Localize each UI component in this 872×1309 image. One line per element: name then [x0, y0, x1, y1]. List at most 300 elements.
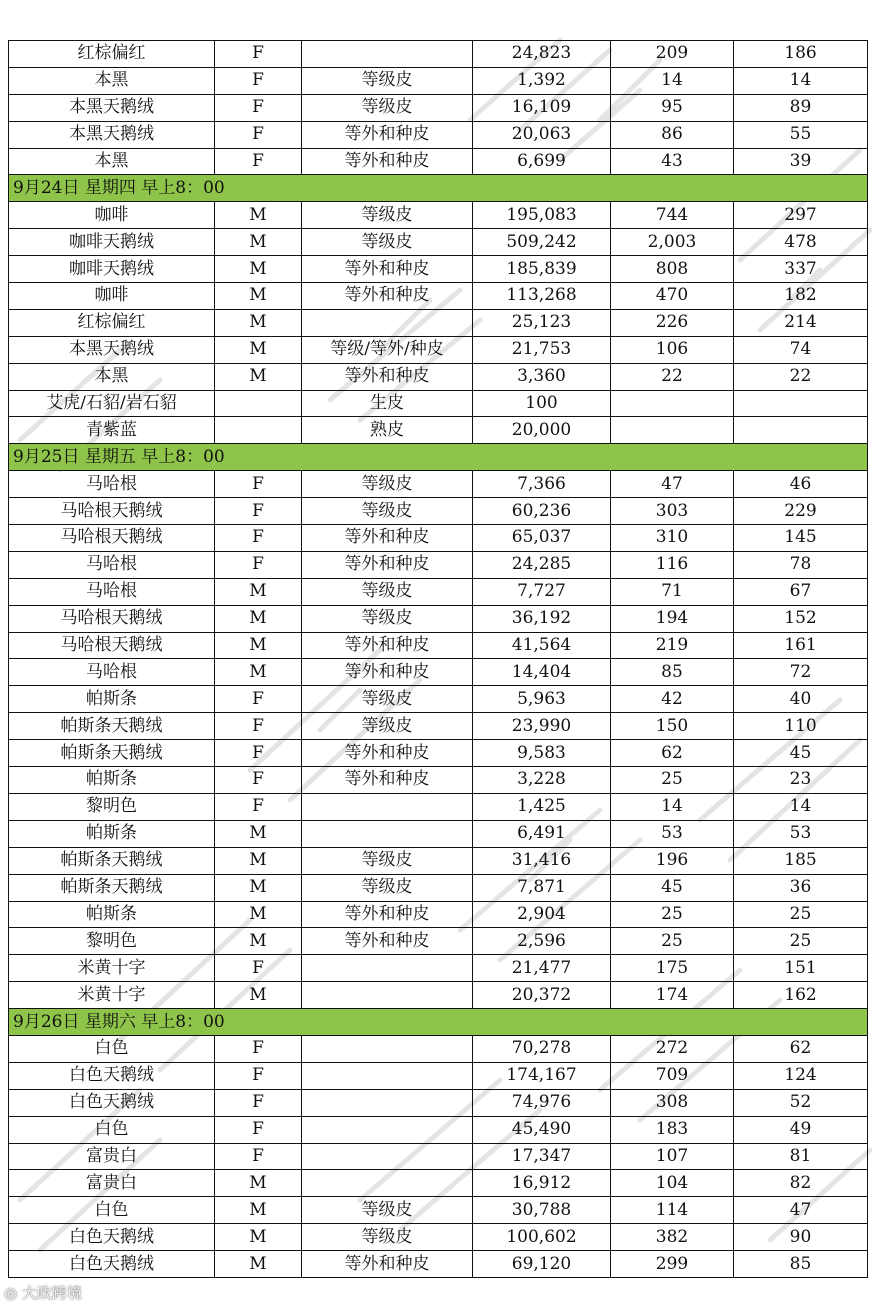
date-header: 9月26日 星期六 早上8：00 [9, 1009, 868, 1036]
offered-cell: 6,699 [473, 148, 611, 175]
table-row [9, 121, 868, 148]
table-row [9, 955, 868, 982]
offered-cell: 20,063 [473, 121, 611, 148]
offered-cell: 65,037 [473, 525, 611, 552]
lots-cell: 14 [734, 67, 868, 94]
color-cell: 帕斯条 [9, 820, 215, 847]
table-row [9, 713, 868, 740]
sex-cell: F [215, 1035, 302, 1062]
color-cell: 马哈根 [9, 471, 215, 498]
color-cell: 白色天鹅绒 [9, 1251, 215, 1278]
offered-cell: 21,477 [473, 955, 611, 982]
sex-cell: M [215, 336, 302, 363]
grade-cell: 等级皮 [302, 498, 473, 525]
bundles-cell: 196 [611, 847, 734, 874]
color-cell: 白色天鹅绒 [9, 1224, 215, 1251]
offered-cell: 24,285 [473, 551, 611, 578]
lots-cell: 337 [734, 256, 868, 283]
offered-cell: 2,904 [473, 901, 611, 928]
color-cell: 帕斯条天鹅绒 [9, 740, 215, 767]
bundles-cell: 45 [611, 874, 734, 901]
table-row [9, 256, 868, 283]
grade-cell: 等外和种皮 [302, 767, 473, 794]
lots-cell: 151 [734, 955, 868, 982]
offered-cell: 100 [473, 390, 611, 417]
color-cell: 富贵白 [9, 1143, 215, 1170]
lots-cell [734, 417, 868, 444]
color-cell: 红棕偏红 [9, 41, 215, 68]
table-row [9, 1170, 868, 1197]
grade-cell [302, 1170, 473, 1197]
bundles-cell: 308 [611, 1089, 734, 1116]
lots-cell: 145 [734, 525, 868, 552]
lots-cell: 89 [734, 94, 868, 121]
color-cell: 本黑 [9, 67, 215, 94]
color-cell: 白色天鹅绒 [9, 1062, 215, 1089]
grade-cell: 等级皮 [302, 713, 473, 740]
table-row [9, 1062, 868, 1089]
grade-cell: 等外和种皮 [302, 659, 473, 686]
bundles-cell: 2,003 [611, 229, 734, 256]
lots-cell: 25 [734, 901, 868, 928]
lots-cell: 40 [734, 686, 868, 713]
sex-cell: F [215, 740, 302, 767]
grade-cell [302, 982, 473, 1009]
sex-cell: F [215, 686, 302, 713]
table-row [9, 525, 868, 552]
bundles-cell: 107 [611, 1143, 734, 1170]
offered-cell: 36,192 [473, 605, 611, 632]
table-row [9, 1143, 868, 1170]
lots-cell: 72 [734, 659, 868, 686]
grade-cell [302, 955, 473, 982]
sex-cell: M [215, 1251, 302, 1278]
table-row [9, 94, 868, 121]
date-header-row [9, 1009, 868, 1036]
color-cell: 本黑天鹅绒 [9, 121, 215, 148]
color-cell: 帕斯条 [9, 901, 215, 928]
date-header-row [9, 444, 868, 471]
sex-cell: F [215, 793, 302, 820]
color-cell: 米黄十字 [9, 955, 215, 982]
color-cell: 红棕偏红 [9, 309, 215, 336]
offered-cell: 23,990 [473, 713, 611, 740]
grade-cell [302, 41, 473, 68]
lots-cell: 62 [734, 1035, 868, 1062]
sex-cell: M [215, 1224, 302, 1251]
offered-cell: 7,727 [473, 578, 611, 605]
color-cell: 咖啡 [9, 283, 215, 310]
sex-cell: F [215, 1089, 302, 1116]
offered-cell: 9,583 [473, 740, 611, 767]
lots-cell: 185 [734, 847, 868, 874]
grade-cell [302, 1035, 473, 1062]
offered-cell: 69,120 [473, 1251, 611, 1278]
grade-cell: 等外和种皮 [302, 121, 473, 148]
table-row [9, 659, 868, 686]
offered-cell: 5,963 [473, 686, 611, 713]
grade-cell: 等外和种皮 [302, 256, 473, 283]
lots-cell: 162 [734, 982, 868, 1009]
sex-cell: F [215, 121, 302, 148]
color-cell: 白色 [9, 1035, 215, 1062]
sex-cell: F [215, 767, 302, 794]
table-row [9, 982, 868, 1009]
sex-cell: F [215, 471, 302, 498]
sex-cell: M [215, 1170, 302, 1197]
grade-cell: 等外和种皮 [302, 283, 473, 310]
lots-cell: 49 [734, 1116, 868, 1143]
bundles-cell: 299 [611, 1251, 734, 1278]
offered-cell: 20,372 [473, 982, 611, 1009]
table-row [9, 767, 868, 794]
table-row [9, 148, 868, 175]
lots-cell: 74 [734, 336, 868, 363]
date-header: 9月24日 星期四 早上8：00 [9, 175, 868, 202]
sex-cell: M [215, 928, 302, 955]
footer-text: 大政跨境 [21, 1284, 82, 1302]
color-cell: 本黑天鹅绒 [9, 336, 215, 363]
sex-cell: M [215, 309, 302, 336]
date-header: 9月25日 星期五 早上8：00 [9, 444, 868, 471]
color-cell: 帕斯条天鹅绒 [9, 713, 215, 740]
table-row [9, 578, 868, 605]
offered-cell: 195,083 [473, 202, 611, 229]
bundles-cell: 226 [611, 309, 734, 336]
fur-auction-table [8, 40, 867, 1278]
sex-cell: F [215, 148, 302, 175]
lots-cell: 25 [734, 928, 868, 955]
bundles-cell: 47 [611, 471, 734, 498]
table-row [9, 632, 868, 659]
lots-cell: 46 [734, 471, 868, 498]
table-row [9, 686, 868, 713]
table-row [9, 820, 868, 847]
color-cell: 咖啡天鹅绒 [9, 229, 215, 256]
sex-cell: M [215, 1197, 302, 1224]
lots-cell: 39 [734, 148, 868, 175]
offered-cell: 16,912 [473, 1170, 611, 1197]
lots-cell: 90 [734, 1224, 868, 1251]
bundles-cell: 22 [611, 363, 734, 390]
table-row [9, 874, 868, 901]
grade-cell: 等级皮 [302, 202, 473, 229]
offered-cell: 3,228 [473, 767, 611, 794]
table-row [9, 202, 868, 229]
offered-cell: 1,425 [473, 793, 611, 820]
bundles-cell: 709 [611, 1062, 734, 1089]
bundles-cell: 14 [611, 67, 734, 94]
color-cell: 帕斯条 [9, 767, 215, 794]
bundles-cell [611, 417, 734, 444]
table-row [9, 793, 868, 820]
color-cell: 白色 [9, 1197, 215, 1224]
offered-cell: 174,167 [473, 1062, 611, 1089]
lots-cell: 22 [734, 363, 868, 390]
table-row [9, 1089, 868, 1116]
sex-cell: M [215, 874, 302, 901]
sex-cell: F [215, 498, 302, 525]
bundles-cell: 71 [611, 578, 734, 605]
offered-cell: 24,823 [473, 41, 611, 68]
grade-cell [302, 820, 473, 847]
color-cell: 咖啡 [9, 202, 215, 229]
grade-cell: 等外和种皮 [302, 901, 473, 928]
bundles-cell: 194 [611, 605, 734, 632]
lots-cell: 186 [734, 41, 868, 68]
sex-cell: F [215, 1116, 302, 1143]
color-cell: 马哈根 [9, 578, 215, 605]
table-row [9, 1197, 868, 1224]
sex-cell: M [215, 363, 302, 390]
offered-cell: 509,242 [473, 229, 611, 256]
table-row [9, 551, 868, 578]
grade-cell: 等外和种皮 [302, 363, 473, 390]
sex-cell [215, 417, 302, 444]
bundles-cell: 25 [611, 901, 734, 928]
offered-cell: 185,839 [473, 256, 611, 283]
color-cell: 白色 [9, 1116, 215, 1143]
sex-cell: M [215, 283, 302, 310]
bundles-cell: 85 [611, 659, 734, 686]
grade-cell: 等级皮 [302, 605, 473, 632]
grade-cell [302, 1116, 473, 1143]
offered-cell: 41,564 [473, 632, 611, 659]
grade-cell: 等级皮 [302, 847, 473, 874]
table-row [9, 67, 868, 94]
color-cell: 帕斯条天鹅绒 [9, 847, 215, 874]
grade-cell: 熟皮 [302, 417, 473, 444]
bundles-cell: 25 [611, 767, 734, 794]
sex-cell: M [215, 202, 302, 229]
sex-cell: F [215, 1143, 302, 1170]
color-cell: 帕斯条 [9, 686, 215, 713]
color-cell: 马哈根 [9, 659, 215, 686]
sex-cell: F [215, 551, 302, 578]
grade-cell: 等级皮 [302, 578, 473, 605]
grade-cell [302, 793, 473, 820]
bundles-cell: 86 [611, 121, 734, 148]
bundles-cell: 62 [611, 740, 734, 767]
bundles-cell: 183 [611, 1116, 734, 1143]
bundles-cell: 25 [611, 928, 734, 955]
table-row [9, 1035, 868, 1062]
table-row [9, 605, 868, 632]
offered-cell: 74,976 [473, 1089, 611, 1116]
grade-cell: 等外和种皮 [302, 740, 473, 767]
offered-cell: 60,236 [473, 498, 611, 525]
grade-cell: 等级皮 [302, 229, 473, 256]
lots-cell: 229 [734, 498, 868, 525]
grade-cell: 等外和种皮 [302, 928, 473, 955]
bundles-cell: 382 [611, 1224, 734, 1251]
offered-cell: 14,404 [473, 659, 611, 686]
lots-cell: 81 [734, 1143, 868, 1170]
lots-cell: 67 [734, 578, 868, 605]
bundles-cell: 310 [611, 525, 734, 552]
color-cell: 咖啡天鹅绒 [9, 256, 215, 283]
grade-cell [302, 309, 473, 336]
lots-cell: 23 [734, 767, 868, 794]
offered-cell: 1,392 [473, 67, 611, 94]
grade-cell: 等级皮 [302, 94, 473, 121]
sex-cell: F [215, 713, 302, 740]
bundles-cell: 303 [611, 498, 734, 525]
grade-cell [302, 1143, 473, 1170]
grade-cell: 等外和种皮 [302, 148, 473, 175]
color-cell: 白色天鹅绒 [9, 1089, 215, 1116]
bundles-cell: 53 [611, 820, 734, 847]
table-row [9, 336, 868, 363]
grade-cell: 等外和种皮 [302, 1251, 473, 1278]
offered-cell: 7,366 [473, 471, 611, 498]
bundles-cell: 106 [611, 336, 734, 363]
bundles-cell: 42 [611, 686, 734, 713]
sex-cell: M [215, 847, 302, 874]
color-cell: 黎明色 [9, 928, 215, 955]
lots-cell [734, 390, 868, 417]
table-row [9, 417, 868, 444]
lots-cell: 182 [734, 283, 868, 310]
table-row [9, 363, 868, 390]
table-row [9, 229, 868, 256]
color-cell: 富贵白 [9, 1170, 215, 1197]
bundles-cell: 43 [611, 148, 734, 175]
table-row [9, 283, 868, 310]
bundles-cell: 219 [611, 632, 734, 659]
sex-cell: M [215, 982, 302, 1009]
lots-cell: 78 [734, 551, 868, 578]
lots-cell: 297 [734, 202, 868, 229]
date-header-row [9, 175, 868, 202]
lots-cell: 14 [734, 793, 868, 820]
bundles-cell: 272 [611, 1035, 734, 1062]
lots-cell: 214 [734, 309, 868, 336]
lots-cell: 85 [734, 1251, 868, 1278]
offered-cell: 21,753 [473, 336, 611, 363]
sex-cell [215, 390, 302, 417]
grade-cell: 等级/等外/种皮 [302, 336, 473, 363]
offered-cell: 30,788 [473, 1197, 611, 1224]
bundles-cell: 114 [611, 1197, 734, 1224]
grade-cell: 等外和种皮 [302, 632, 473, 659]
table-row [9, 1251, 868, 1278]
offered-cell: 45,490 [473, 1116, 611, 1143]
sex-cell: F [215, 94, 302, 121]
table-row [9, 901, 868, 928]
lots-cell: 478 [734, 229, 868, 256]
grade-cell [302, 1062, 473, 1089]
weibo-icon: ◎ [4, 1284, 18, 1302]
bundles-cell: 150 [611, 713, 734, 740]
sex-cell: M [215, 820, 302, 847]
table-row [9, 471, 868, 498]
lots-cell: 124 [734, 1062, 868, 1089]
offered-cell: 16,109 [473, 94, 611, 121]
table-row [9, 1224, 868, 1251]
grade-cell: 等级皮 [302, 1197, 473, 1224]
table-row [9, 390, 868, 417]
sex-cell: M [215, 229, 302, 256]
lots-cell: 36 [734, 874, 868, 901]
color-cell: 青紫蓝 [9, 417, 215, 444]
table-row [9, 928, 868, 955]
sex-cell: M [215, 901, 302, 928]
sex-cell: M [215, 605, 302, 632]
offered-cell: 2,596 [473, 928, 611, 955]
lots-cell: 53 [734, 820, 868, 847]
color-cell: 米黄十字 [9, 982, 215, 1009]
bundles-cell: 95 [611, 94, 734, 121]
sex-cell: F [215, 41, 302, 68]
table-row [9, 847, 868, 874]
bundles-cell: 104 [611, 1170, 734, 1197]
bundles-cell: 174 [611, 982, 734, 1009]
bundles-cell: 175 [611, 955, 734, 982]
bundles-cell: 470 [611, 283, 734, 310]
grade-cell: 等级皮 [302, 1224, 473, 1251]
sex-cell: M [215, 578, 302, 605]
color-cell: 本黑 [9, 363, 215, 390]
offered-cell: 25,123 [473, 309, 611, 336]
color-cell: 马哈根天鹅绒 [9, 498, 215, 525]
sex-cell: F [215, 1062, 302, 1089]
offered-cell: 100,602 [473, 1224, 611, 1251]
grade-cell: 生皮 [302, 390, 473, 417]
grade-cell: 等级皮 [302, 67, 473, 94]
offered-cell: 31,416 [473, 847, 611, 874]
table-row [9, 309, 868, 336]
color-cell: 马哈根天鹅绒 [9, 525, 215, 552]
sex-cell: M [215, 256, 302, 283]
bundles-cell: 808 [611, 256, 734, 283]
color-cell: 马哈根天鹅绒 [9, 632, 215, 659]
bundles-cell: 14 [611, 793, 734, 820]
color-cell: 本黑天鹅绒 [9, 94, 215, 121]
sex-cell: F [215, 67, 302, 94]
color-cell: 艾虎/石貂/岩石貂 [9, 390, 215, 417]
grade-cell: 等级皮 [302, 686, 473, 713]
offered-cell: 20,000 [473, 417, 611, 444]
bundles-cell: 744 [611, 202, 734, 229]
offered-cell: 17,347 [473, 1143, 611, 1170]
lots-cell: 152 [734, 605, 868, 632]
offered-cell: 3,360 [473, 363, 611, 390]
color-cell: 黎明色 [9, 793, 215, 820]
lots-cell: 47 [734, 1197, 868, 1224]
lots-cell: 110 [734, 713, 868, 740]
sex-cell: F [215, 955, 302, 982]
offered-cell: 113,268 [473, 283, 611, 310]
grade-cell: 等外和种皮 [302, 551, 473, 578]
table-row [9, 1116, 868, 1143]
color-cell: 马哈根 [9, 551, 215, 578]
table-body [9, 41, 868, 1278]
lots-cell: 82 [734, 1170, 868, 1197]
footer-credit [4, 1282, 82, 1303]
bundles-cell: 116 [611, 551, 734, 578]
grade-cell: 等级皮 [302, 874, 473, 901]
color-cell: 本黑 [9, 148, 215, 175]
grade-cell: 等级皮 [302, 471, 473, 498]
sex-cell: M [215, 632, 302, 659]
sex-cell: M [215, 659, 302, 686]
sex-cell: F [215, 525, 302, 552]
lots-cell: 52 [734, 1089, 868, 1116]
table-row [9, 41, 868, 68]
lots-cell: 45 [734, 740, 868, 767]
offered-cell: 70,278 [473, 1035, 611, 1062]
